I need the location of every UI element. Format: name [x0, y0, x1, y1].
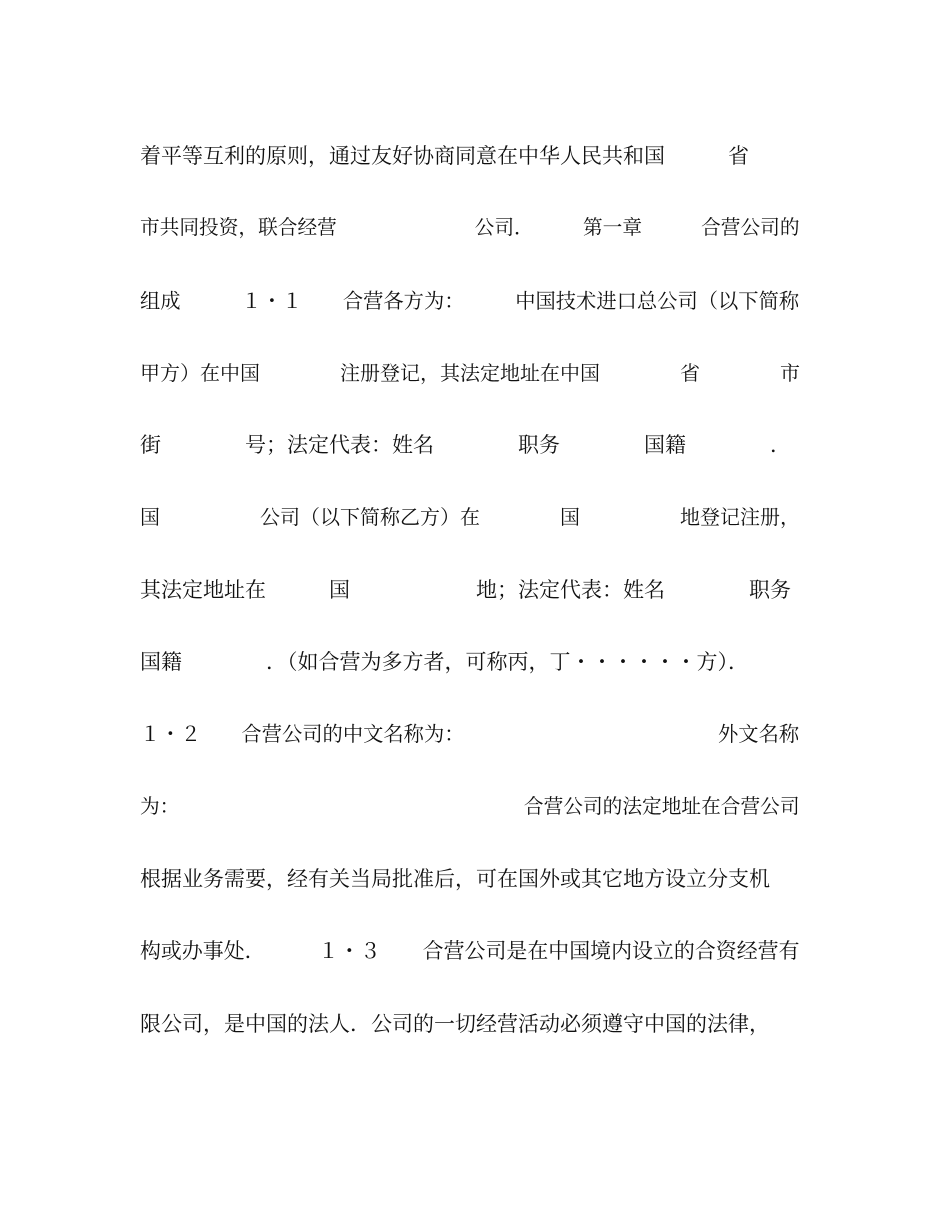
text-line: 构或办事处． １・３ 合营公司是在中国境内设立的合资经营有 [140, 939, 800, 964]
contract-text-body [140, 138, 800, 1078]
text-line: 着平等互利的原则，通过友好协商同意在中华人民共和国 省 [140, 144, 749, 168]
text-line: 组成 １・１ 合营各方为： 中国技术进口总公司（以下简称 [140, 288, 800, 313]
text-line: 街 号；法定代表：姓名 职务 国籍 ． [140, 433, 791, 458]
text-line: 根据业务需要，经有关当局批准后，可在国外或其它地方设立分支机 [140, 866, 770, 891]
text-line: 为： 合营公司的法定地址在合营公司 [140, 794, 800, 818]
text-line: 国籍 ．（如合营为多方者，可称丙，丁・・・・・・方）． [140, 650, 749, 675]
text-line: 其法定地址在 国 地；法定代表：姓名 职务 [140, 577, 791, 602]
text-line: 限公司，是中国的法人．公司的一切经营活动必须遵守中国的法律， [140, 1011, 770, 1036]
text-line: 市共同投资，联合经营 公司． 第一章 合营公司的 [140, 216, 800, 240]
text-line: 国 公司（以下简称乙方）在 国 地登记注册， [140, 505, 800, 530]
text-line: １・２ 合营公司的中文名称为： 外文名称 [140, 722, 800, 747]
text-line: 甲方）在中国 注册登记，其法定地址在中国 省 市 [140, 360, 800, 385]
